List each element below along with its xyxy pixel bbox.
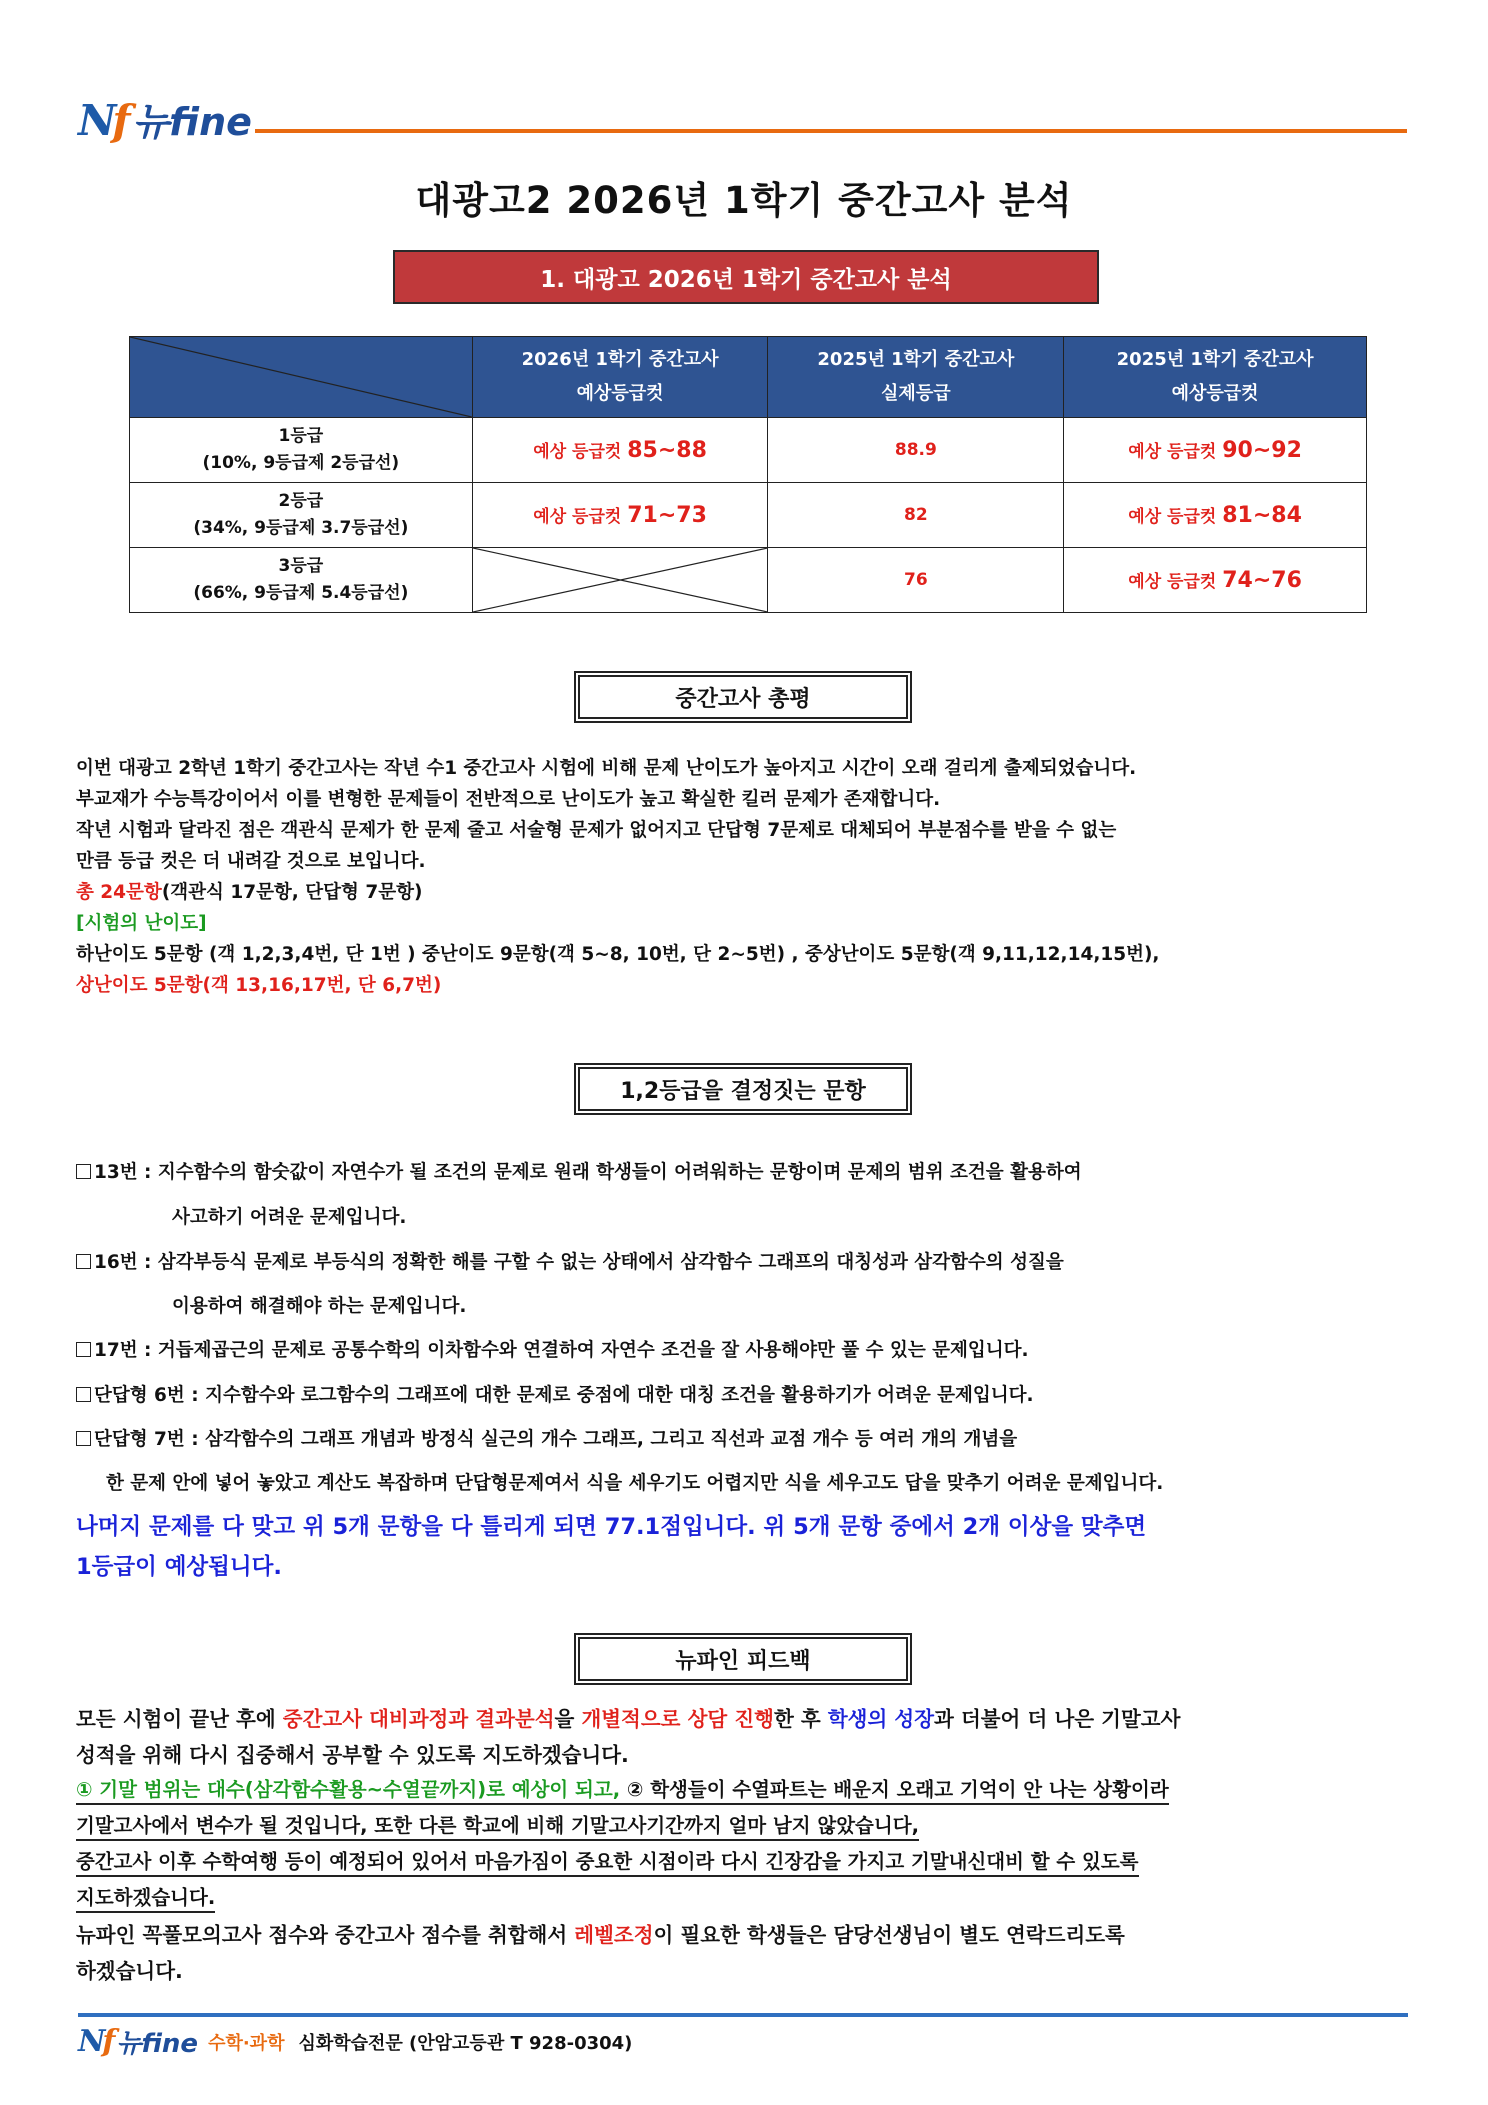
section-heading-questions: 1,2등급을 결정짓는 문항: [578, 1067, 908, 1111]
footer-contact: 심화학습전문 (안암고등관 T 928-0304): [298, 2032, 633, 2054]
table-row: [130, 483, 1367, 548]
footer-logo-text: 뉴fine: [116, 2029, 199, 2059]
expected-cut-cell: 예상 등급컷 90~92: [1064, 418, 1367, 483]
logo: [78, 96, 252, 145]
grade-cut-table: [129, 336, 1367, 613]
column-header: 2026년 1학기 중간고사 예상등급컷: [472, 337, 768, 418]
footer-divider: [78, 2013, 1408, 2017]
column-header: 2025년 1학기 중간고사 실제등급: [768, 337, 1064, 418]
footer-subject: 수학·과학: [208, 2032, 285, 2054]
feedback-line: ① 기말 범위는 대수(삼각함수활용~수열끝까지)로 예상이 되고, ② 학생들이 수열파트는 배운지 오래고 기억이 안 나는 상황이라: [76, 1774, 1169, 1802]
question-item-cont: 이용하여 해결해야 하는 문제입니다.: [172, 1296, 467, 1317]
actual-grade-cell: 82: [768, 483, 1064, 548]
table-row: [130, 418, 1367, 483]
grade-label-cell: 2등급 (34%, 9등급제 3.7등급선): [130, 483, 473, 548]
footer: [78, 2023, 632, 2060]
header-divider: [255, 129, 1407, 133]
question-item: 16번 : 삼각부등식 문제로 부등식의 정확한 해를 구할 수 없는 상태에서 삼각함수 그래프의 대칭성과 삼각함수의 성질을: [76, 1248, 1064, 1274]
logo-mark: Nf: [78, 96, 127, 145]
feedback-line: 지도하겠습니다.: [76, 1882, 215, 1910]
expected-cut-cell: 예상 등급컷 81~84: [1064, 483, 1367, 548]
table-row: [130, 548, 1367, 613]
conclusion-text: 나머지 문제를 다 맞고 위 5개 문항을 다 틀리게 되면 77.1점입니다. 위 5개 문항 중에서 2개 이상을 맞추면 1등급이 예상됩니다.: [76, 1514, 1147, 1580]
section-banner: 1. 대광고 2026년 1학기 중간고사 분석: [393, 250, 1099, 304]
feedback-line: 모든 시험이 끝난 후에 중간고사 대비과정과 결과분석을 개별적으로 상담 진행한 후 학생의 성장과 더불어 더 나은 기말고사: [76, 1707, 1181, 1731]
actual-grade-cell: 76: [768, 548, 1064, 613]
expected-cut-cell: 예상 등급컷 85~88: [472, 418, 768, 483]
grade-label-cell: 3등급 (66%, 9등급제 5.4등급선): [130, 548, 473, 613]
question-item-cont: 한 문제 안에 넣어 놓았고 계산도 복잡하며 단답형문제여서 식을 세우기도 어렵지만 식을 세우고도 답을 맞추기 어려운 문제입니다.: [106, 1473, 1164, 1494]
expected-cut-cell: 예상 등급컷 71~73: [472, 483, 768, 548]
footer-logo-mark: Nf: [78, 2024, 113, 2059]
logo-text: 뉴fine: [132, 100, 252, 144]
page-title: 대광고2 2026년 1학기 중간고사 분석: [415, 179, 1073, 222]
column-header: 2025년 1학기 중간고사 예상등급컷: [1064, 337, 1367, 418]
grade-label-cell: 1등급 (10%, 9등급제 2등급선): [130, 418, 473, 483]
review-paragraph: 이번 대광고 2학년 1학기 중간고사는 작년 수1 중간고사 시험에 비해 문제 난이도가 높아지고 시간이 오래 걸리게 출제되었습니다. 부교재가 수능특강이어서 이를 변형한 문제들이 전반적으로 난이도가 높고 확실한 킬러 문제가 존재합니다. 작년 시험과 달라진 점은 객관식 문제가 한 문제 줄고 서술형 문제가 없어지고 단답형 7문제로 대체되어 부분점수를 받을 수 없는 만큼 등급 컷은 더 내려갈 것으로 보입니다. 총 24문항(객관식 17문항, 단답형 7문항) [시험의 난이도] 하난이도 5문항 (객 1,2,3,4번, 단 1번 ) 중난이도 9문항(객 5~8, 10번, 단 2~5번) , 중상난이도 5문항(객 9,11,12,14,15번), 상난이도 5문항(객 13,16,17번, 단 6,7번): [76, 758, 1160, 996]
actual-grade-cell: 88.9: [768, 418, 1064, 483]
table-header-row: [130, 337, 1367, 418]
crossed-out-cell: [472, 548, 768, 613]
question-item: 단답형 6번 : 지수함수와 로그함수의 그래프에 대한 문제로 중점에 대한 대칭 조건을 활용하기가 어려운 문제입니다.: [76, 1381, 1034, 1407]
feedback-line: 성적을 위해 다시 집중해서 공부할 수 있도록 지도하겠습니다.: [76, 1743, 629, 1767]
question-item: 17번 : 거듭제곱근의 문제로 공통수학의 이차함수와 연결하여 자연수 조건을 잘 사용해야만 풀 수 있는 문제입니다.: [76, 1336, 1029, 1362]
question-item: 단답형 7번 : 삼각함수의 그래프 개념과 방정식 실근의 개수 그래프, 그리고 직선과 교점 개수 등 여러 개의 개념을: [76, 1425, 1017, 1451]
feedback-line: 중간고사 이후 수학여행 등이 예정되어 있어서 마음가짐이 중요한 시점이라 다시 긴장감을 가지고 기말내신대비 할 수 있도록: [76, 1846, 1139, 1874]
section-heading-review: 중간고사 총평: [578, 675, 908, 719]
feedback-line: 뉴파인 꼭풀모의고사 점수와 중간고사 점수를 취합해서 레벨조정이 필요한 학생들은 담당선생님이 별도 연락드리도록: [76, 1923, 1125, 1947]
feedback-line: 하겠습니다.: [76, 1959, 183, 1983]
expected-cut-cell: 예상 등급컷 74~76: [1064, 548, 1367, 613]
question-item-cont: 사고하기 어려운 문제입니다.: [172, 1207, 407, 1228]
question-item: 13번 : 지수함수의 함숫값이 자연수가 될 조건의 문제로 원래 학생들이 어려워하는 문항이며 문제의 범위 조건을 활용하여: [76, 1158, 1082, 1184]
section-heading-feedback: 뉴파인 피드백: [578, 1637, 908, 1681]
feedback-line: 기말고사에서 변수가 될 것입니다, 또한 다른 학교에 비해 기말고사기간까지 얼마 남지 않았습니다,: [76, 1810, 919, 1838]
diagonal-header-cell: [130, 337, 473, 418]
